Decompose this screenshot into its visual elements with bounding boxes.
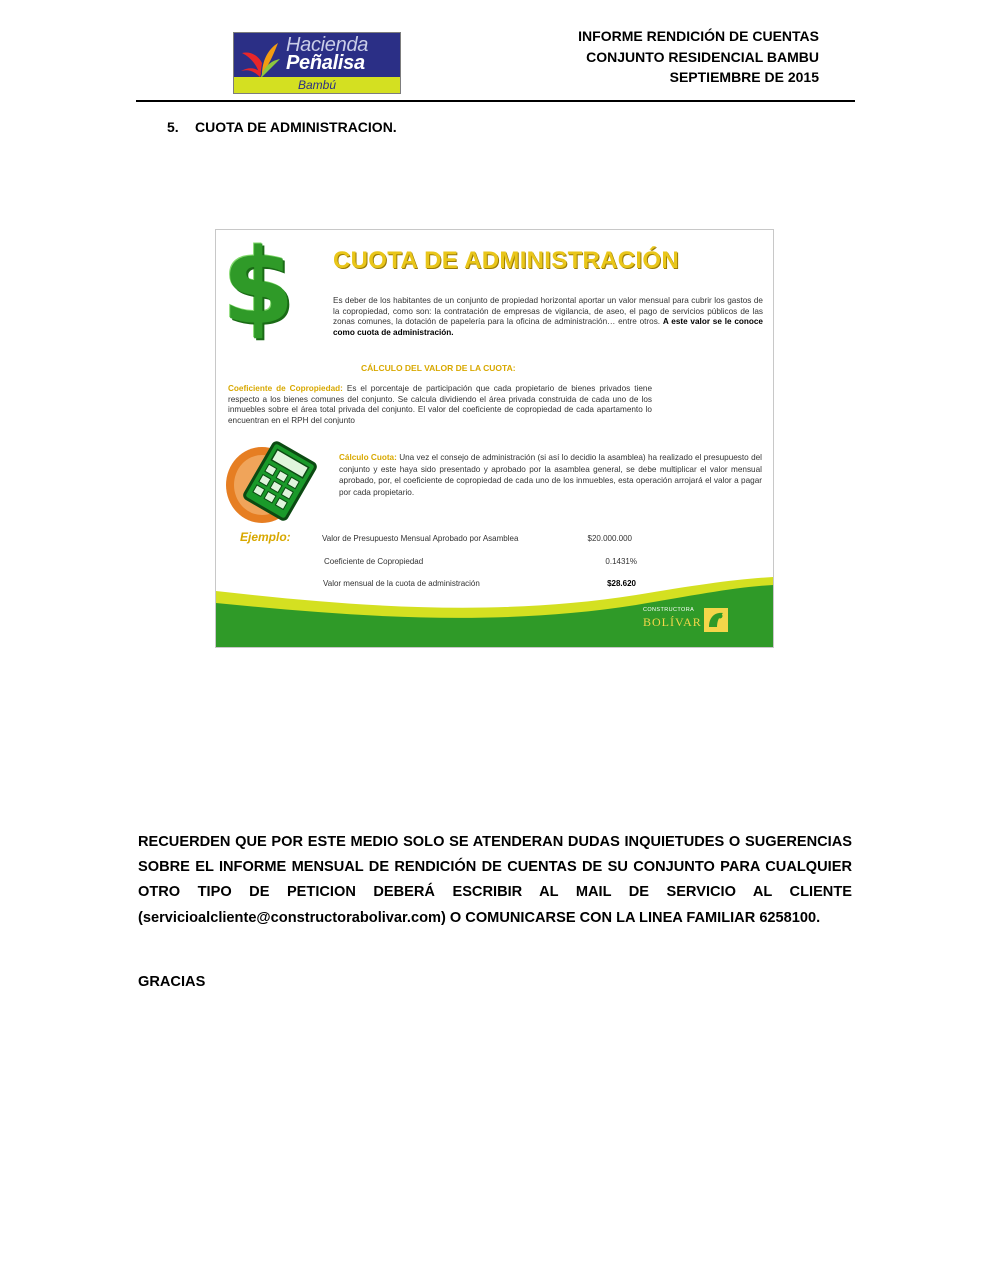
header-line-3: SEPTIEMBRE DE 2015 [669,69,819,85]
slide-title: CUOTA DE ADMINISTRACIÓN [333,247,679,274]
flower-logo-icon [240,37,282,81]
example-row-label: Valor de Presupuesto Mensual Aprobado por Asamblea [322,534,519,543]
cuota-paragraph [339,452,762,498]
slide-intro [333,296,763,338]
example-row-value: $28.620 [607,579,636,588]
example-row-label: Valor mensual de la cuota de administración [323,579,480,588]
header-rule [136,100,855,102]
logo-line-2: Peñalisa [286,52,365,74]
hacienda-penalisa-logo [233,32,401,94]
coef-text: Es el porcentaje de participación que cada propietario de bienes privados tiene respecto a los bienes comunes del conjunto. Se calcula dividiendo el área privada construida de cada uno de los inmuebles sobre el área total privada del conjunto. El valor del coeficiente de copropiedad de cada apartamento lo encuentran en el RPH del conjunto [228,384,653,425]
coef-label: Coeficiente de Copropiedad: [228,384,343,393]
example-label: Ejemplo: [240,530,291,544]
calc-title: CÁLCULO DEL VALOR DE LA CUOTA: [361,363,516,373]
coef-paragraph [228,384,652,426]
brand-small-text: CONSTRUCTORA [643,607,695,613]
example-row-label: Coeficiente de Copropiedad [324,557,424,566]
cuota-label: Cálculo Cuota: [339,453,397,462]
example-row-value: $20.000.000 [587,534,632,543]
brand-name: BOLÍVAR [643,615,702,629]
intro-bold-text: A este valor se le conoce como cuota de administración. [333,317,763,337]
logo-band: Bambú [234,77,400,93]
logo-line-1: Hacienda [286,34,369,56]
header-line-1: INFORME RENDICIÓN DE CUENTAS [578,28,819,44]
section-number: 5. [167,119,179,135]
report-header [578,26,819,88]
cuota-text: Una vez el consejo de administración (si así lo decidio la asamblea) ha realizado el presupuesto del conjunto y este haya sido presentado y aprobado por la asamblea general, se debe multiplicar el valor mensual aprobado, por, el coeficiente de copropiedad de cada uno de los inmuebles, esta operación arrojará el valor a pagar por cada propietario. [339,453,762,497]
calculator-icon [222,435,332,527]
contact-note: RECUERDEN QUE POR ESTE MEDIO SOLO SE ATENDERAN DUDAS INQUIETUDES O SUGERENCIAS SOBRE EL INFORME MENSUAL DE RENDICIÓN DE CUENTAS DE SU CONJUNTO PARA CUALQUIER OTRO TIPO DE PETICION DEBERÁ ESCRIBIR AL MAIL DE SERVICIO AL CLIENTE (servicioalcliente@constructorabolivar.com) O COMUNICARSE CON LA LINEA FAMILIAR 6258100. [138,834,852,926]
section-heading [167,118,397,136]
section-title: CUOTA DE ADMINISTRACION. [195,119,397,135]
header-line-2: CONJUNTO RESIDENCIAL BAMBU [586,48,819,65]
constructora-bolivar-logo [641,605,751,635]
intro-text: Es deber de los habitantes de un conjunto de propiedad horizontal aportar un valor mensual para cubrir los gastos de la copropiedad, como son: la contratación de empresas de vigilancia, de aseo, el pago de servicios públicos de las zonas comunes, la dotación de papelería para la oficina de administración… entre otros. [333,296,763,327]
dollar-sign-icon: $ [222,229,295,348]
bolivar-emblem-icon [703,607,729,633]
thanks-text: GRACIAS [138,974,206,990]
cuota-slide [215,229,774,648]
example-row-value: 0.1431% [605,557,637,566]
